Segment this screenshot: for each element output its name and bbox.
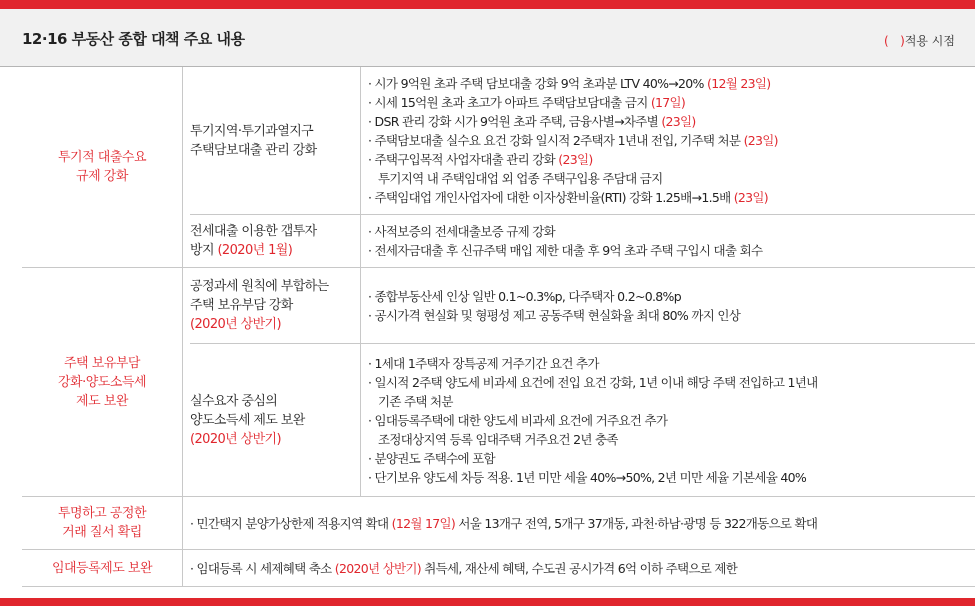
category-line: 투기적 대출수요 bbox=[57, 150, 147, 165]
list-item: · 사적보증의 전세대출보증 규제 강화 bbox=[368, 224, 555, 239]
list-item: · 시가 9억원 초과 주택 담보대출 강화 9억 초과분 LTV 40%→20% (12월 23일) bbox=[368, 76, 771, 91]
column-divider bbox=[182, 550, 183, 586]
bottom-accent-bar bbox=[0, 598, 975, 606]
category-loan-regulation bbox=[22, 67, 182, 267]
column-divider bbox=[360, 215, 361, 267]
category-line: 규제 강화 bbox=[76, 169, 128, 184]
column-divider bbox=[360, 268, 361, 343]
subsection-title-transfer-tax bbox=[190, 344, 360, 496]
subsection-title-line: 주택담보대출 관리 강화 bbox=[190, 142, 317, 158]
table-header bbox=[0, 9, 975, 67]
column-divider bbox=[360, 344, 361, 496]
legend bbox=[884, 32, 955, 49]
list-item: · 분양권도 주택수에 포함 bbox=[368, 450, 495, 466]
list-item: · 주택임대업 개인사업자에 대한 이자상환비율(RTI) 강화 1.25배→1.5배 (23일) bbox=[368, 190, 768, 205]
column-divider bbox=[360, 67, 361, 214]
subsection-title-date: (2020년 상반기) bbox=[190, 317, 281, 332]
list-item: · 시세 15억원 초과 초고가 아파트 주택담보담대출 금지 (17일) bbox=[368, 95, 686, 110]
list-item: · 단기보유 양도세 차등 적용. 1년 미만 세율 40%→50%, 2년 미만 세율 기본세율 40% bbox=[368, 469, 807, 485]
category-line: 제도 보완 bbox=[76, 393, 128, 409]
list-item: · 일시적 2주택 양도세 비과세 요건에 전입 요건 강화, 1년 이내 해당 주택 전입하고 1년내 bbox=[368, 374, 818, 390]
category-line: 거래 질서 확립 bbox=[62, 525, 142, 540]
subsection-title-line: 전세대출 이용한 갭투자 bbox=[190, 224, 317, 239]
category-line: 임대등록제도 보완 bbox=[51, 560, 153, 576]
subsection-title-line: 방지 (2020년 1월) bbox=[190, 243, 293, 258]
column-divider bbox=[182, 497, 183, 549]
item-list-holding-burden bbox=[368, 268, 968, 343]
subsection-title-date: (2020년 상반기) bbox=[190, 431, 281, 447]
subsection-title-gap-invest bbox=[190, 215, 360, 267]
item-list-transfer-tax bbox=[368, 344, 968, 496]
item-price-cap: · 민간택지 분양가상한제 적용지역 확대 (12월 17일) 서울 13개구 전역, 5개구 37개동, 과천·하남·광명 등 322개동으로 확대 bbox=[190, 516, 818, 531]
list-item: · 주택구입목적 사업자대출 관리 강화 (23일) bbox=[368, 152, 593, 167]
list-item: · 1세대 1주택자 장특공제 거주기간 요건 추가 bbox=[368, 355, 599, 371]
list-item: 투기지역 내 주택임대업 외 업종 주택구입용 주담대 금지 bbox=[378, 171, 663, 186]
legend-label: 적용 시점 bbox=[904, 34, 955, 48]
bottom-divider bbox=[22, 586, 975, 587]
subsection-title-mortgage bbox=[190, 67, 360, 214]
category-line: 주택 보유부담 bbox=[64, 355, 140, 371]
top-accent-bar bbox=[0, 0, 975, 9]
list-item: · 종합부동산세 인상 일반 0.1~0.3%p, 다주택자 0.2~0.8%p bbox=[368, 288, 681, 304]
list-item: · 공시가격 현실화 및 형평성 제고 공동주택 현실화율 최대 80% 까지 인상 bbox=[368, 307, 741, 323]
category-line: 강화·양도소득세 bbox=[57, 374, 147, 390]
list-item: 기존 주택 처분 bbox=[378, 393, 453, 409]
subsection-title-line: 투기지역·투기과열지구 bbox=[190, 123, 314, 139]
list-item: · 임대등록주택에 대한 양도세 비과세 요건에 거주요건 추가 bbox=[368, 412, 668, 428]
page-title: 12·16 부동산 종합 대책 주요 내용 bbox=[22, 30, 245, 48]
item-list-mortgage bbox=[368, 67, 968, 214]
category-line: 투명하고 공정한 bbox=[57, 506, 147, 521]
subsection-title-line: 주택 보유부담 강화 bbox=[190, 298, 293, 313]
column-divider bbox=[182, 67, 183, 267]
category-fair-trade bbox=[22, 497, 182, 549]
list-item: · 전세자금대출 후 신규주택 매입 제한 대출 후 9억 초과 주택 구입시 대출 회수 bbox=[368, 243, 763, 258]
list-item: · DSR 관리 강화 시가 9억원 초과 주택, 금융사별→차주별 (23일) bbox=[368, 114, 696, 129]
subsection-title-holding-burden bbox=[190, 268, 360, 343]
legend-paren: ( ) bbox=[884, 34, 905, 48]
list-item: · 주택담보대출 실수요 요건 강화 일시적 2주택자 1년내 전입, 기주택 처분 (23일) bbox=[368, 133, 778, 148]
item-rental-tax: · 임대등록 시 세제혜택 축소 (2020년 상반기) 취득세, 재산세 혜택, 수도권 공시가격 6억 이하 주택으로 제한 bbox=[190, 561, 738, 576]
column-divider bbox=[182, 268, 183, 496]
subsection-title-line: 실수요자 중심의 bbox=[190, 393, 278, 409]
subsection-title-line: 양도소득세 제도 보완 bbox=[190, 412, 305, 428]
category-holding-tax bbox=[22, 268, 182, 496]
category-rental-registration bbox=[22, 550, 182, 586]
list-item: 조정대상지역 등록 임대주택 거주요건 2년 충족 bbox=[378, 431, 618, 447]
item-list-gap-invest bbox=[368, 215, 968, 267]
subsection-title-line: 공정과세 원칙에 부합하는 bbox=[190, 279, 329, 294]
